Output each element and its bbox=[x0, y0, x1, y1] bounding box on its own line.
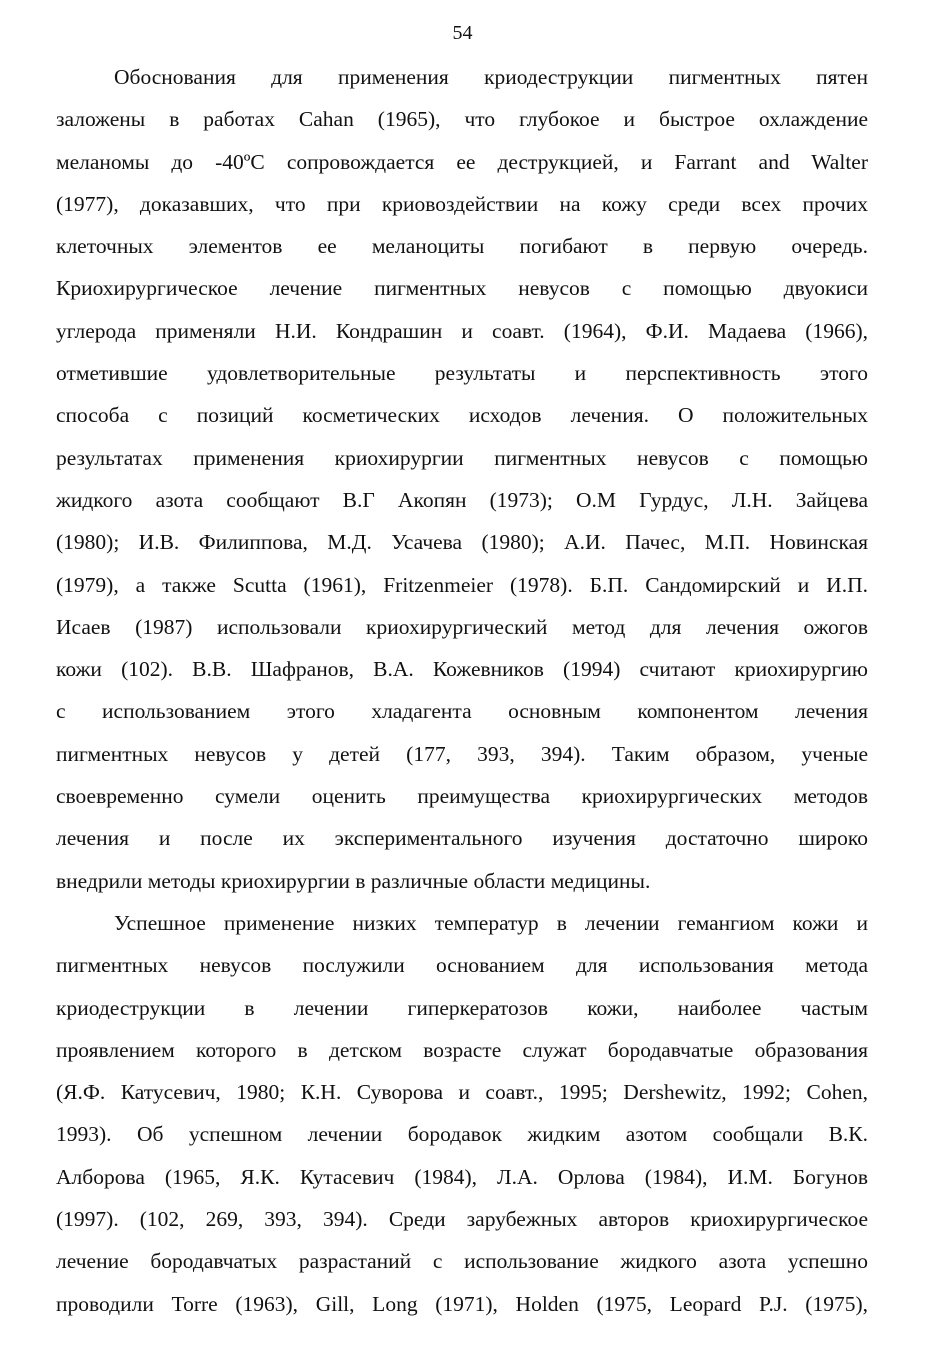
text-line: Обоснования для применения криодеструкции пигментных пятен bbox=[114, 65, 868, 89]
body-text bbox=[56, 56, 868, 1325]
paragraph-1 bbox=[56, 56, 868, 902]
text-line: углерода применяли Н.И. Кондрашин и соавт. (1964), Ф.И. Мадаева (1966), bbox=[56, 318, 868, 343]
text-line: своевременно сумели оценить преимущества криохирургических методов bbox=[56, 784, 868, 809]
text-line: результатах применения криохирургии пигментных невусов с помощью bbox=[56, 445, 868, 470]
text-line: пигментных невусов послужили основанием для использования метода bbox=[56, 953, 868, 978]
text-line: (1977), доказавших, что при криовоздействии на кожу среди всех прочих bbox=[56, 191, 868, 216]
page-number: 54 bbox=[452, 22, 473, 44]
text-line: способа с позиций косметических исходов лечения. О положительных bbox=[56, 403, 868, 428]
text-line: (1979), а также Scutta (1961), Fritzenmeier (1978). Б.П. Сандомирский и И.П. bbox=[56, 572, 868, 597]
text-line: Успешное применение низких температур в лечении гемангиом кожи и bbox=[114, 910, 868, 935]
text-line: лечения и после их экспериментального изучения достаточно широко bbox=[56, 826, 868, 851]
text-line: 1993). Об успешном лечении бородавок жидким азотом сообщали В.К. bbox=[56, 1122, 868, 1147]
text-line: пигментных невусов у детей (177, 393, 394). Таким образом, ученые bbox=[56, 741, 868, 766]
text-line: (1997). (102, 269, 393, 394). Среди зарубежных авторов криохирургическое bbox=[56, 1207, 868, 1232]
text-line: Исаев (1987) использовали криохирургический метод для лечения ожогов bbox=[56, 614, 868, 639]
text-line: Алборова (1965, Я.К. Кутасевич (1984), Л.А. Орлова (1984), И.М. Богунов bbox=[56, 1164, 868, 1189]
text-line: с использованием этого хладагента основным компонентом лечения bbox=[56, 699, 868, 724]
text-line: криодеструкции в лечении гиперкератозов кожи, наиболее частым bbox=[56, 995, 868, 1020]
text-line: меланомы до -40ºС сопровождается ее деструкцией, и Farrant and Walter bbox=[56, 149, 868, 174]
paragraph-2 bbox=[56, 902, 868, 1325]
text-line: жидкого азота сообщают В.Г Акопян (1973); О.М Гурдус, Л.Н. Зайцева bbox=[56, 487, 868, 512]
text-line: проводили Torre (1963), Gill, Long (1971), Holden (1975, Leopard P.J. (1975), bbox=[56, 1291, 868, 1316]
text-line: Криохирургическое лечение пигментных невусов с помощью двуокиси bbox=[56, 276, 868, 301]
text-line: отметившие удовлетворительные результаты и перспективность этого bbox=[56, 361, 868, 386]
text-line: заложены в работах Cahan (1965), что глубокое и быстрое охлаждение bbox=[56, 107, 868, 132]
text-line: внедрили методы криохирургии в различные области медицины. bbox=[56, 868, 651, 893]
text-line: (Я.Ф. Катусевич, 1980; К.Н. Суворова и соавт., 1995; Dershewitz, 1992; Cohen, bbox=[56, 1080, 868, 1105]
text-line: проявлением которого в детском возрасте служат бородавчатые образования bbox=[56, 1037, 868, 1062]
text-line: лечение бородавчатых разрастаний с использование жидкого азота успешно bbox=[56, 1249, 868, 1274]
text-line: клеточных элементов ее меланоциты погибают в первую очередь. bbox=[56, 234, 868, 259]
text-line: (1980); И.В. Филиппова, М.Д. Усачева (1980); А.И. Пачес, М.П. Новинская bbox=[56, 530, 868, 555]
text-line: кожи (102). В.В. Шафранов, В.А. Кожевников (1994) считают криохирургию bbox=[56, 657, 868, 682]
